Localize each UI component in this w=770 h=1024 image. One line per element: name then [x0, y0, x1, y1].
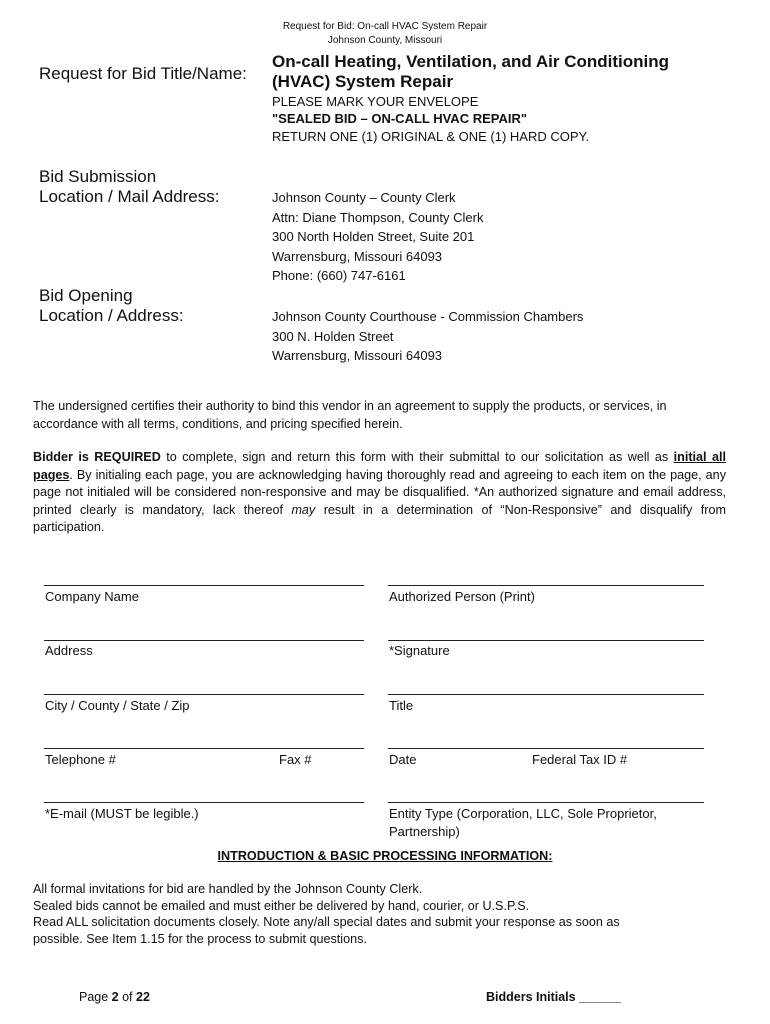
- opening-line: Warrensburg, Missouri 64093: [272, 348, 443, 363]
- page-total: 22: [136, 990, 150, 1004]
- bidder-text-1: to complete, sign and return this form with their submittal to our solicitation as well as: [160, 450, 674, 464]
- submission-line: Johnson County – County Clerk: [272, 190, 456, 205]
- page-of: of: [118, 990, 136, 1004]
- submission-label-2: Location / Mail Address:: [39, 187, 220, 206]
- date-tax-id-line[interactable]: [388, 748, 704, 749]
- intro-line: All formal invitations for bid are handled by the Johnson County Clerk.: [33, 882, 423, 896]
- bid-title-label: Request for Bid Title/Name:: [39, 64, 247, 83]
- envelope-note-3: RETURN ONE (1) ORIGINAL & ONE (1) HARD COPY.: [272, 129, 590, 144]
- telephone-label: Telephone #: [45, 752, 116, 767]
- intro-line: Sealed bids cannot be emailed and must either be delivered by hand, courier, or U.S.P.S.: [33, 898, 530, 913]
- bidder-required-lead: Bidder is REQUIRED: [33, 450, 161, 464]
- opening-label-2: Location / Address:: [39, 306, 184, 325]
- bid-title-line1: On-call Heating, Ventilation, and Air Conditioning: [272, 52, 669, 71]
- signature-label: *Signature: [389, 643, 450, 658]
- page-prefix: Page: [79, 990, 112, 1004]
- company-name-line[interactable]: [44, 585, 364, 586]
- opening-line: Johnson County Courthouse - Commission Chambers: [272, 309, 584, 324]
- envelope-note-2: "SEALED BID – ON-CALL HVAC REPAIR": [272, 111, 528, 126]
- signature-line[interactable]: [388, 640, 704, 641]
- opening-label-1: Bid Opening: [39, 286, 133, 305]
- authorized-person-line[interactable]: [388, 585, 704, 586]
- submission-label-1: Bid Submission: [39, 167, 157, 186]
- intro-line: possible. See Item 1.15 for the process to submit questions.: [33, 931, 367, 946]
- city-state-zip-label: City / County / State / Zip: [45, 698, 190, 713]
- company-name-label: Company Name: [45, 589, 139, 604]
- envelope-note-1: PLEASE MARK YOUR ENVELOPE: [272, 94, 479, 109]
- address-label: Address: [45, 643, 93, 658]
- bidder-text-3: result in a determination of “Non-Responsive” and disqualify from participation.: [33, 502, 726, 534]
- certify-paragraph: The undersigned certifies their authority to bind this vendor in an agreement to supply the products, or services, in accordance with all terms, conditions, and pricing specified herein.: [33, 399, 667, 431]
- email-line[interactable]: [44, 802, 364, 803]
- entity-type-line[interactable]: [388, 802, 704, 803]
- initial-all-pages: initial all pages: [33, 450, 727, 482]
- opening-address: [272, 307, 583, 366]
- page-header-line1: Request for Bid: On-call HVAC System Repair: [282, 21, 488, 32]
- page-num: 2: [111, 990, 119, 1004]
- city-state-zip-line[interactable]: [44, 694, 364, 695]
- bidder-paragraph: [33, 449, 726, 537]
- bidders-initials[interactable]: Bidders Initials ______: [486, 990, 621, 1004]
- intro-line: Read ALL solicitation documents closely. Note any/all special dates and submit your response as soon as: [33, 915, 620, 929]
- authorized-person-label: Authorized Person (Print): [389, 589, 535, 604]
- title-label: Title: [389, 698, 414, 713]
- submission-line: Warrensburg, Missouri 64093: [272, 248, 443, 264]
- fax-label: Fax #: [279, 752, 312, 767]
- date-label: Date: [389, 752, 417, 767]
- submission-line: 300 North Holden Street, Suite 201: [272, 229, 475, 244]
- opening-line: 300 N. Holden Street: [272, 328, 394, 344]
- bid-title: [272, 52, 712, 92]
- submission-line: Attn: Diane Thompson, County Clerk: [272, 209, 484, 225]
- address-line[interactable]: [44, 640, 364, 641]
- submission-line: Phone: (660) 747-6161: [272, 268, 406, 283]
- telephone-fax-line[interactable]: [44, 748, 364, 749]
- page-header-line2: Johnson County, Missouri: [327, 35, 443, 46]
- bid-title-line2: (HVAC) System Repair: [272, 72, 454, 91]
- bidder-text-2: . By initialing each page, you are acknowledging having thoroughly read and agreeing to each item on the page, any page not initialed will be considered non-responsive and may be disqualified. *An authorized signature and email address, printed clearly is mandatory, lack thereof: [33, 467, 726, 517]
- intro-heading: INTRODUCTION & BASIC PROCESSING INFORMATION:: [217, 849, 553, 863]
- intro-text: [33, 881, 726, 947]
- federal-tax-id-label: Federal Tax ID #: [532, 752, 628, 767]
- bidder-italic: may: [291, 502, 316, 517]
- entity-type-label-2: Partnership): [389, 824, 460, 839]
- entity-type-label-1: Entity Type (Corporation, LLC, Sole Proprietor,: [389, 806, 657, 821]
- submission-address: [272, 188, 483, 286]
- title-line[interactable]: [388, 694, 704, 695]
- page-number: [79, 990, 150, 1004]
- email-label: *E-mail (MUST be legible.): [45, 806, 199, 821]
